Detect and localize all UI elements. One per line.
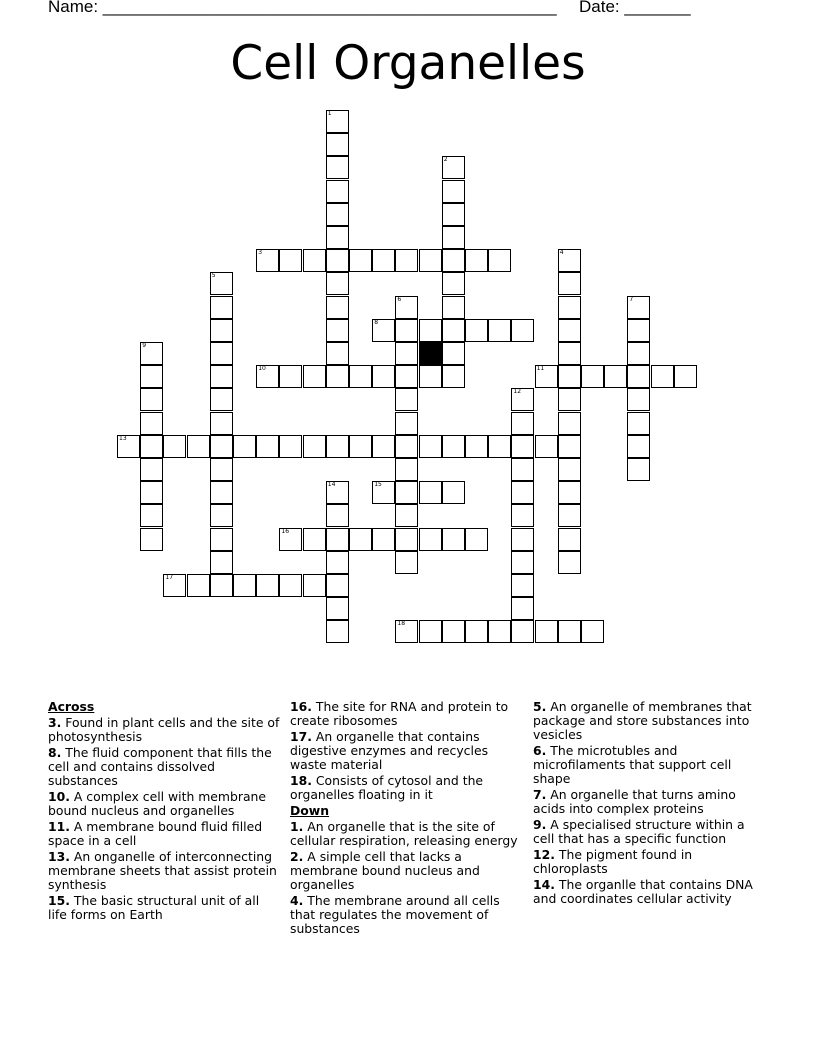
grid-cell[interactable] — [326, 504, 349, 527]
clue-number: 9 — [142, 342, 147, 349]
grid-cell[interactable] — [326, 528, 349, 551]
grid-cell[interactable] — [210, 342, 233, 365]
grid-cell[interactable] — [395, 296, 418, 319]
grid-cell[interactable] — [210, 296, 233, 319]
grid-cell[interactable] — [558, 272, 581, 295]
grid-cell[interactable] — [303, 528, 326, 551]
grid-cell[interactable] — [465, 528, 488, 551]
grid-cell[interactable] — [326, 597, 349, 620]
clues-column-2 — [290, 700, 522, 938]
grid-cell[interactable] — [279, 574, 302, 597]
grid-cell[interactable] — [349, 435, 372, 458]
grid-cell[interactable] — [395, 412, 418, 435]
clue-item: 5. An organelle of membranes that package and store substances into vesicles — [533, 699, 752, 742]
grid-cell[interactable] — [419, 435, 442, 458]
grid-cell[interactable] — [140, 481, 163, 504]
grid-cell[interactable] — [395, 435, 418, 458]
grid-cell[interactable] — [627, 365, 650, 388]
grid-cell[interactable] — [326, 319, 349, 342]
clue-number: 5 — [211, 272, 216, 280]
clue-number: 12 — [513, 388, 522, 396]
grid-cell[interactable] — [326, 226, 349, 249]
grid-cell[interactable] — [326, 365, 349, 388]
grid-cell[interactable] — [117, 435, 140, 458]
grid-cell[interactable] — [326, 180, 349, 203]
grid-cell[interactable] — [210, 319, 233, 342]
grid-cell[interactable] — [326, 249, 349, 272]
grid-cell[interactable] — [627, 388, 650, 411]
grid-cell[interactable] — [488, 319, 511, 342]
grid-cell[interactable] — [511, 504, 534, 527]
clue-item: 2. A simple cell that lacks a membrane bound nucleus and organelles — [290, 849, 480, 892]
clue-item: 3. Found in plant cells and the site of photosynthesis — [48, 715, 280, 744]
clue-item: 13. An onganelle of interconnecting membrane sheets that assist protein synthesis — [48, 849, 277, 892]
grid-cell[interactable] — [511, 574, 534, 597]
grid-cell[interactable] — [279, 435, 302, 458]
grid-cell[interactable] — [210, 388, 233, 411]
grid-cell[interactable] — [395, 551, 418, 574]
grid-cell[interactable] — [372, 319, 395, 342]
clue-item: 7. An organelle that turns amino acids into complex proteins — [533, 787, 736, 816]
grid-cell[interactable] — [326, 574, 349, 597]
grid-cell[interactable] — [419, 481, 442, 504]
clue-item: 17. An organelle that contains digestive enzymes and recycles waste material — [290, 729, 489, 772]
grid-cell[interactable] — [558, 296, 581, 319]
grid-cell[interactable] — [163, 574, 186, 597]
grid-cell[interactable] — [233, 574, 256, 597]
grid-cell[interactable] — [256, 435, 279, 458]
grid-cell[interactable] — [372, 528, 395, 551]
page-title: Cell Organelles — [230, 36, 586, 91]
grid-cell[interactable] — [372, 481, 395, 504]
clue-number: 1 — [327, 110, 332, 117]
grid-cell[interactable] — [511, 388, 534, 411]
grid-cell[interactable] — [372, 435, 395, 458]
grid-cell[interactable] — [511, 435, 534, 458]
grid-cell[interactable] — [395, 388, 418, 411]
grid-cell[interactable] — [442, 296, 465, 319]
grid-cell[interactable] — [210, 458, 233, 481]
grid-cell[interactable] — [419, 249, 442, 272]
grid-cell[interactable] — [442, 620, 465, 643]
clues-column-1 — [48, 700, 280, 924]
grid-cell[interactable] — [395, 528, 418, 551]
grid-cell[interactable] — [279, 249, 302, 272]
grid-cell[interactable] — [279, 365, 302, 388]
grid-cell[interactable] — [233, 435, 256, 458]
grid-cell[interactable] — [627, 319, 650, 342]
grid-cell[interactable] — [140, 435, 163, 458]
grid-cell[interactable] — [210, 574, 233, 597]
grid-cell[interactable] — [511, 319, 534, 342]
grid-cell[interactable] — [140, 412, 163, 435]
clue-number: 11 — [536, 365, 545, 373]
grid-cell[interactable] — [395, 458, 418, 481]
grid-cell[interactable] — [326, 156, 349, 179]
grid-cell[interactable] — [535, 365, 558, 388]
clue-number: 3 — [258, 249, 263, 257]
grid-cell[interactable] — [395, 342, 418, 365]
grid-cell[interactable] — [511, 481, 534, 504]
grid-cell[interactable] — [627, 412, 650, 435]
grid-cell[interactable] — [627, 342, 650, 365]
grid-cell[interactable] — [326, 110, 349, 133]
grid-cell[interactable] — [140, 365, 163, 388]
grid-cell[interactable] — [511, 597, 534, 620]
clue-number: 10 — [258, 365, 266, 373]
grid-cell[interactable] — [395, 249, 418, 272]
clue-number: 13 — [119, 434, 127, 442]
grid-cell[interactable] — [558, 249, 581, 272]
grid-cell[interactable] — [395, 365, 418, 388]
grid-cell[interactable] — [372, 249, 395, 272]
grid-cell[interactable] — [326, 133, 349, 156]
grid-cell[interactable] — [627, 296, 650, 319]
grid-cell[interactable] — [488, 620, 511, 643]
grid-cell[interactable] — [395, 504, 418, 527]
grid-cell[interactable] — [419, 365, 442, 388]
date-field[interactable]: Date: _______ — [579, 0, 691, 16]
grid-cell[interactable] — [326, 272, 349, 295]
grid-cell[interactable] — [558, 342, 581, 365]
clue-item: 14. The organlle that contains DNA and coordinates cellular activity — [533, 877, 753, 906]
grid-cell[interactable] — [604, 365, 627, 388]
clue-number: 15 — [374, 481, 382, 489]
grid-cell[interactable] — [488, 249, 511, 272]
clue-number: 8 — [374, 318, 379, 326]
grid-cell[interactable] — [581, 620, 604, 643]
grid-cell[interactable] — [210, 365, 233, 388]
grid-cell[interactable] — [465, 435, 488, 458]
clue-number: 2 — [443, 156, 448, 164]
grid-cell[interactable] — [349, 528, 372, 551]
clue-item: 8. The fluid component that fills the cell and contains dissolved substances — [48, 745, 272, 788]
grid-cell[interactable] — [558, 528, 581, 551]
grid-cell[interactable] — [442, 156, 465, 179]
grid-cell[interactable] — [558, 458, 581, 481]
grid-cell[interactable] — [326, 481, 349, 504]
grid-cell[interactable] — [210, 272, 233, 295]
grid-cell[interactable] — [442, 435, 465, 458]
grid-cell[interactable] — [210, 435, 233, 458]
grid-cell[interactable] — [535, 620, 558, 643]
grid-cell[interactable] — [511, 528, 534, 551]
grid-cell[interactable] — [419, 319, 442, 342]
grid-cell[interactable] — [210, 528, 233, 551]
grid-cell[interactable] — [372, 365, 395, 388]
grid-cell[interactable] — [558, 551, 581, 574]
grid-cell[interactable] — [279, 528, 302, 551]
grid-cell[interactable] — [140, 458, 163, 481]
grid-cell[interactable] — [511, 620, 534, 643]
grid-cell[interactable] — [210, 412, 233, 435]
grid-cell[interactable] — [442, 226, 465, 249]
grid-cell[interactable] — [511, 412, 534, 435]
grid-cell[interactable] — [627, 458, 650, 481]
clue-item: 10. A complex cell with membrane bound nucleus and organelles — [48, 789, 267, 818]
grid-cell[interactable] — [558, 481, 581, 504]
grid-cell[interactable] — [442, 481, 465, 504]
grid-cell[interactable] — [558, 435, 581, 458]
clue-number: 6 — [397, 295, 402, 303]
grid-cell[interactable] — [210, 504, 233, 527]
grid-cell[interactable] — [651, 365, 674, 388]
grid-cell[interactable] — [627, 435, 650, 458]
clue-item: 6. The microtubles and microfilaments that support cell shape — [533, 743, 732, 786]
clue-item: 1. An organelle that is the site of cellular respiration, releasing energy — [290, 819, 518, 848]
grid-cell[interactable] — [256, 574, 279, 597]
grid-cell[interactable] — [395, 620, 418, 643]
grid-cell[interactable] — [465, 249, 488, 272]
grid-cell[interactable] — [326, 620, 349, 643]
grid-cell[interactable] — [395, 319, 418, 342]
grid-cell[interactable] — [163, 435, 186, 458]
clue-item: 16. The site for RNA and protein to create ribosomes — [290, 699, 509, 728]
grid-cell[interactable] — [558, 620, 581, 643]
across-heading: Across — [48, 699, 95, 714]
grid-cell[interactable] — [558, 388, 581, 411]
grid-cell[interactable] — [511, 458, 534, 481]
grid-cell[interactable] — [140, 388, 163, 411]
clue-number: 17 — [165, 574, 174, 581]
clue-item: 12. The pigment found in chloroplasts — [533, 847, 693, 876]
grid-cell[interactable] — [442, 319, 465, 342]
clue-item: 11. A membrane bound fluid filled space in a cell — [48, 819, 263, 848]
clues-column-3 — [533, 700, 765, 908]
grid-cell[interactable] — [395, 481, 418, 504]
grid-cell[interactable] — [326, 342, 349, 365]
grid-cell[interactable] — [210, 551, 233, 574]
name-field[interactable]: Name: ________________________________________________ — [48, 0, 557, 16]
grid-cell[interactable] — [256, 365, 279, 388]
clue-number: 4 — [559, 249, 564, 257]
grid-cell[interactable] — [326, 296, 349, 319]
grid-cell[interactable] — [674, 365, 697, 388]
blocked-cell — [419, 342, 442, 365]
grid-cell[interactable] — [558, 365, 581, 388]
grid-cell[interactable] — [256, 249, 279, 272]
grid-cell[interactable] — [442, 365, 465, 388]
grid-cell[interactable] — [187, 574, 210, 597]
grid-cell[interactable] — [303, 365, 326, 388]
grid-cell[interactable] — [303, 249, 326, 272]
grid-cell[interactable] — [511, 551, 534, 574]
grid-cell[interactable] — [442, 180, 465, 203]
grid-cell[interactable] — [419, 528, 442, 551]
grid-cell[interactable] — [558, 504, 581, 527]
grid-cell[interactable] — [349, 365, 372, 388]
grid-cell[interactable] — [465, 319, 488, 342]
grid-cell[interactable] — [558, 319, 581, 342]
clue-number: 7 — [629, 295, 634, 303]
clue-number: 18 — [397, 620, 406, 628]
clue-item: 9. A specialised structure within a cell that has a specific function — [533, 817, 745, 846]
grid-cell[interactable] — [303, 435, 326, 458]
grid-cell[interactable] — [581, 365, 604, 388]
grid-cell[interactable] — [558, 412, 581, 435]
down-heading: Down — [290, 803, 330, 818]
grid-cell[interactable] — [442, 528, 465, 551]
grid-cell[interactable] — [442, 342, 465, 365]
clue-item: 18. Consists of cytosol and the organelles floating in it — [290, 773, 484, 802]
grid-cell[interactable] — [140, 342, 163, 365]
grid-cell[interactable] — [465, 620, 488, 643]
clue-item: 15. The basic structural unit of all life forms on Earth — [48, 893, 260, 922]
grid-cell[interactable] — [326, 551, 349, 574]
grid-cell[interactable] — [140, 504, 163, 527]
grid-cell[interactable] — [535, 435, 558, 458]
grid-cell[interactable] — [488, 435, 511, 458]
grid-cell[interactable] — [326, 203, 349, 226]
grid-cell[interactable] — [303, 574, 326, 597]
clue-number: 16 — [281, 527, 290, 535]
grid-cell[interactable] — [187, 435, 210, 458]
clue-number: 14 — [327, 481, 336, 489]
grid-cell[interactable] — [419, 620, 442, 643]
grid-cell[interactable] — [210, 481, 233, 504]
grid-cell[interactable] — [349, 249, 372, 272]
grid-cell[interactable] — [442, 249, 465, 272]
grid-cell[interactable] — [442, 203, 465, 226]
grid-cell[interactable] — [326, 435, 349, 458]
clue-item: 4. The membrane around all cells that regulates the movement of substances — [290, 893, 500, 936]
grid-cell[interactable] — [140, 528, 163, 551]
grid-cell[interactable] — [442, 272, 465, 295]
